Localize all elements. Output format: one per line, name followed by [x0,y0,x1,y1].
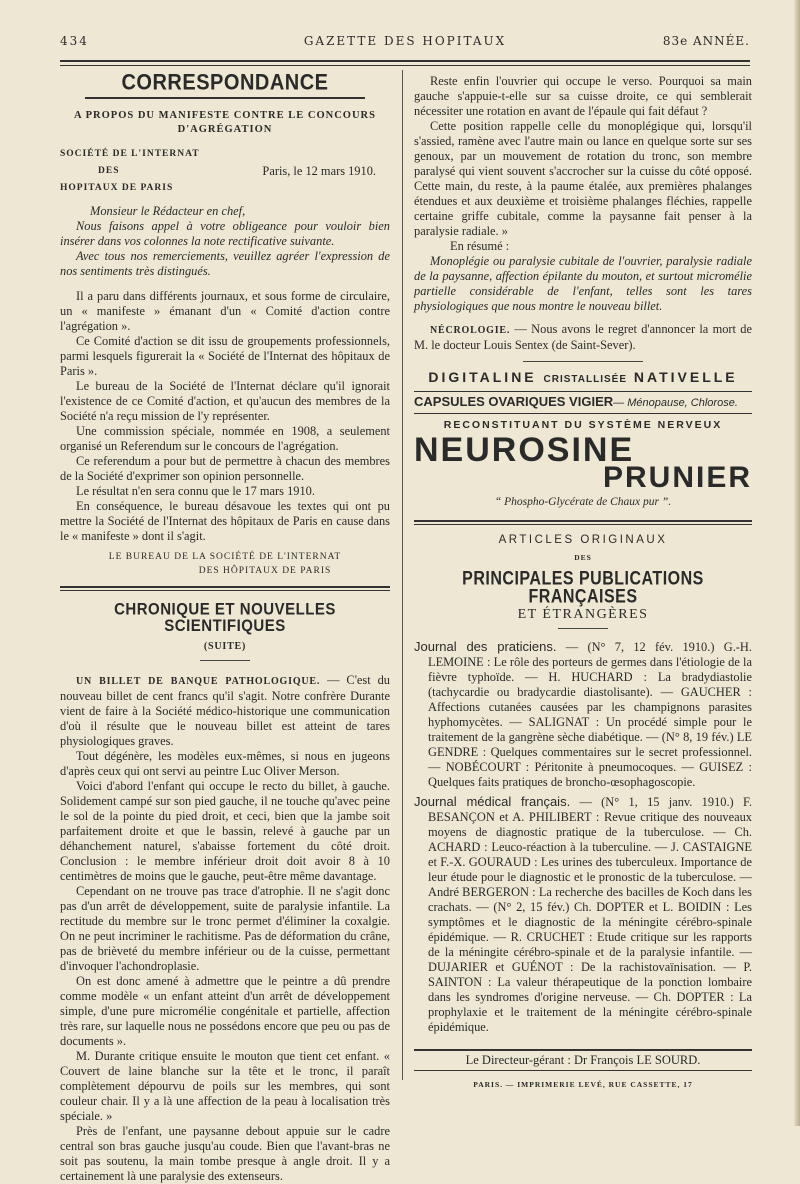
chronique-paragraph: M. Durante critique ensuite le mouton que tient cet enfant. « Couvert de laine blanche sur la tête et le tronc, il paraît complètement dépourvu de poils sur les membres, qui sont couleur chair. Il y a là une affection de la peau à localisation très spéciale. » [60,1049,390,1123]
chronique-paragraph: Voici d'abord l'enfant qui occupe le recto du billet, à gauche. Solidement campé sur son pied gauche, il ne touche qu'avec peine le sol de la pointe du pied droit, et ceci, bien que la jambe soit parfaitement droite et que le bassin, relevé à gauche par un déhanchement naturel, s'abaisse fortement du côté droit. Conclusion : le membre inférieur droit doit avoir 8 à 10 centimètres de moins que le gauche, peut-être même davantage. [60,779,390,883]
intro-2: Avec tous nos remerciements, veuillez agréer l'expression de nos sentiments très distingués. [60,249,390,278]
chronique-paragraph: Tout dégénère, les modèles eux-mêmes, si nous en jugeons d'après ceux qui ont servi au peintre Luc Oliver Merson. [60,749,390,778]
journal-entry [414,639,752,790]
director-signature: Le Directeur-gérant : Dr François LE SOURD. [414,1049,752,1071]
title-rule [85,97,365,99]
chronique-rule [200,660,250,661]
printer-line: PARIS. — IMPRIMERIE LEVÉ, RUE CASSETTE, 17 [473,1080,693,1089]
org-line-2: DES [98,166,120,176]
ad-reconstituant: RECONSTITUANT DU SYSTÈME NERVEUX [443,419,723,431]
ad-digitaline-c: NATIVELLE [633,369,738,385]
letter-paragraph: Le bureau de la Société de l'Internat déclare qu'il ignorait l'existence de ce Comité d'action, et qu'aucun des membres de la Société n'a reçu mission de l'y représenter. [60,379,390,423]
publication-title: GAZETTE DES HOPITAUX [303,34,507,48]
letter-paragraph: Ce referendum a pour but de permettre à chacun des membres de la Société d'exprimer son opinion personnelle. [60,454,390,483]
correspondance-subtitle: A PROPOS DU MANIFESTE CONTRE LE CONCOURS D'AGRÉGATION [74,110,376,135]
signature-line-1: LE BUREAU DE LA SOCIÉTÉ DE L'INTERNAT [108,552,342,562]
page-header [60,34,750,54]
salutation: Monsieur le Rédacteur en chef, [90,204,246,218]
letter-paragraph: Ce Comité d'action se dit issu de groupements professionnels, parmi lesquels figurerait la « Société de l'Internat des hôpitaux de Paris ». [60,334,390,378]
page-edge [794,0,800,1126]
journal-text: — (N° 1, 15 janv. 1910.) F. BESANÇON et A. PHILIBERT : Revue critique des nouveaux moyens de diagnostic pratique de la tuberculose. — Ch. ACHARD : Leuco-réaction à la tuberculine. — J. CASTAIGNE et F.-X. GOURAUD : Les urines des tuberculeux. Importance de leur étude pour le diagnostic et le pronostic de la tuberculose. — André BERGERON : La recherche des bacilles de Koch dans les crachats. — (N° 2, 15 fév.) Ch. DOPTER et L. BOIDIN : Les symptômes et le diagnostic de la méningite cérébro-spinale épidémique. — R. CRUCHET : Etude critique sur les rapports de la méningite cérébro-spinale et de la paralysie infantile. — DUJARIER et GUÉNOT : De la rachistovaïnisation. — P. SAINTON : La valeur thérapeutique de la ponction lombaire dans les syndromes d'origine nerveuse. — Ch. DOPTER : La prophylaxie et le traitement de la méningite cérébro-spinale épidémique. [428,795,752,1034]
articles-rule [414,524,752,525]
page-number: 434 [60,34,89,48]
letter-paragraph: En conséquence, le bureau désavoue les textes qui ont pu mettre la Société de l'Internat des hôpitaux de Paris en cause dans le « manifeste » dont il s'agit. [60,499,390,543]
advertisement-block [414,370,752,510]
ad-digitaline-b: CRISTALLISÉE [543,374,628,385]
necro-rule [523,361,643,362]
letter-paragraph: Une commission spéciale, nommée en 1908, a seulement organisé un Referendum sur le concours de l'agrégation. [60,424,390,453]
articles-title-1: PRINCIPALES PUBLICATIONS FRANÇAISES [462,568,704,608]
ad-capsules-note: — Ménopause, Chlorose. [613,397,738,409]
left-column [60,70,390,1184]
chronique-paragraph: — C'est du nouveau billet de cent francs qu'il s'agit. Notre confrère Durante vient de faire à la Société médico-historique une communication d'où il résulte que le nouveau billet est atteint de tares physiologiques graves. [60,673,390,748]
section-rule [60,590,390,591]
ad-phospho: “ Phospho-Glycérate de Chaux pur ”. [494,496,672,508]
articles-des: DES [574,553,592,562]
journal-entry [414,794,752,1035]
chronique-paragraph: Cette position rappelle celle du monoplégique qui, lorsqu'il s'assied, ramène avec l'autre main ou lance en quelque sorte sur ses genoux, par un mouvement de rotation du tronc, son membre paralysé qui vient souvent s'accrocher sur la cuisse du côté opposé. Cette main, du reste, à la paume étalée, aux premières phalanges étendues et aux deuxième et troisième phalanges fléchies, rappelle certaine griffe cubitale, comme la paysanne fait penser à la paralysie radiale. » [414,119,752,238]
letter-paragraph: Il a paru dans différents journaux, et sous forme de circulaire, un « manifeste » émanant d'un « Comité d'action contre l'agrégation ». [60,289,390,333]
org-line-3: HOPITAUX DE PARIS [60,183,174,193]
header-rule-thin [60,65,750,66]
column-divider [402,70,403,1080]
articles-title-2: ET ÉTRANGÈRES [517,607,649,622]
org-line-1: SOCIÉTÉ DE L'INTERNAT [60,149,200,159]
right-column [414,74,752,1092]
chronique-paragraph: Près de l'enfant, une paysanne debout appuie sur le cadre central son bras gauche jusqu'au coude. Bien que l'avant-bras ne soit pas soutenu, la main tombe presque à angle droit. Il y a certainement là une paralysie des extenseurs. [60,1124,390,1183]
billet-lead: UN BILLET DE BANQUE PATHOLOGIQUE. [76,676,321,687]
intro-1: Nous faisons appel à votre obligeance pour vouloir bien insérer dans vos colonnes la note rectificative suivante. [60,219,390,248]
year-label: 83e ANNÉE. [662,34,750,48]
ad-capsules-name: CAPSULES OVARIQUES VIGIER [414,394,614,409]
ad-prunier: PRUNIER [602,461,752,494]
necrologie-lead: NÉCROLOGIE. [430,325,511,336]
chronique-paragraph: Cependant on ne trouve pas trace d'atrophie. Il ne s'agit donc pas d'un arrêt de développement, suite de paralysie infantile. La rectitude du membre sur le tronc permet d'éliminer la coxalgie. On ne peut incriminer le rachitisme. Pas de déformation du crâne, pas de brièveté du membre inférieur ou de la cuisse, permettant d'invoquer l'achondroplasie. [60,884,390,973]
header-rule [60,60,750,62]
signature-line-2: DES HÔPITAUX DE PARIS [198,566,332,576]
journal-text: — (N° 7, 12 fév. 1910.) G.-H. LEMOINE : Le rôle des porteurs de germes dans l'étiologie de la fièvre typhoïde. — H. HUCHARD : La bradydiastolie (tachycardie ou bradycardie diastolisante). — GAUCHER : Affections cutanées causées par les champignons parasites hyphomycètes. — SALIGNAT : Un procédé simple pour le traitement de la gangrène sèche diabétique. — (N° 8, 19 fév.) LE GENDRE : Quelques commentaires sur le secret professionnel. — NOBÉCOURT : Péritonite à pneumocoques. — GUISEZ : Quelques faits pratiques de broncho-œsophagoscopie. [428,640,752,789]
ad-digitaline [414,370,752,387]
letter-date: Paris, le 12 mars 1910. [262,164,376,178]
necrologie-text: — Nous avons le regret d'annoncer la mort de M. le docteur Louis Sentex (de Saint-Sever). [414,322,752,352]
letter-paragraph: Le résultat n'en sera connu que le 17 mars 1910. [76,484,315,498]
correspondance-title: CORRESPONDANCE [121,70,329,96]
chronique-paragraph: On est donc amené à admettre que le peintre a dû prendre comme modèle « un enfant atteint d'un arrêt de développement simple, d'une pure micromélie congénitale et partielle, affection très rare, sur laquelle nous ne possédons encore que peu ou pas de documents ». [60,974,390,1048]
chronique-suite: (SUITE) [203,641,247,652]
chronique-title: CHRONIQUE ET NOUVELLES SCIENTIFIQUES [114,600,336,636]
articles-heading: ARTICLES ORIGINAUX [498,534,668,546]
chronique-paragraph: Reste enfin l'ouvrier qui occupe le verso. Pourquoi sa main gauche s'appuie-t-elle sur sa cuisse droite, ce qui semblerait nécessiter une rotation en avant de l'épaule qui fait défaut ? [414,74,752,118]
journal-name: Journal médical français. [414,794,571,809]
resume-title: En résumé : [450,239,510,253]
resume-text: Monoplégie ou paralysie cubitale de l'ouvrier, paralysie radiale de la paysanne, affection épilante du mouton, et surtout micromélie partielle considérable de l'enfant, telles sont les tares physiologiques que nous montre le nouveau billet. [414,254,752,313]
articles-title-rule [558,628,608,629]
ad-capsules [414,391,752,414]
ad-neurosine: NEUROSINE [414,431,635,469]
journal-name: Journal des praticiens. [414,639,557,654]
ad-digitaline-a: DIGITALINE [428,369,537,385]
